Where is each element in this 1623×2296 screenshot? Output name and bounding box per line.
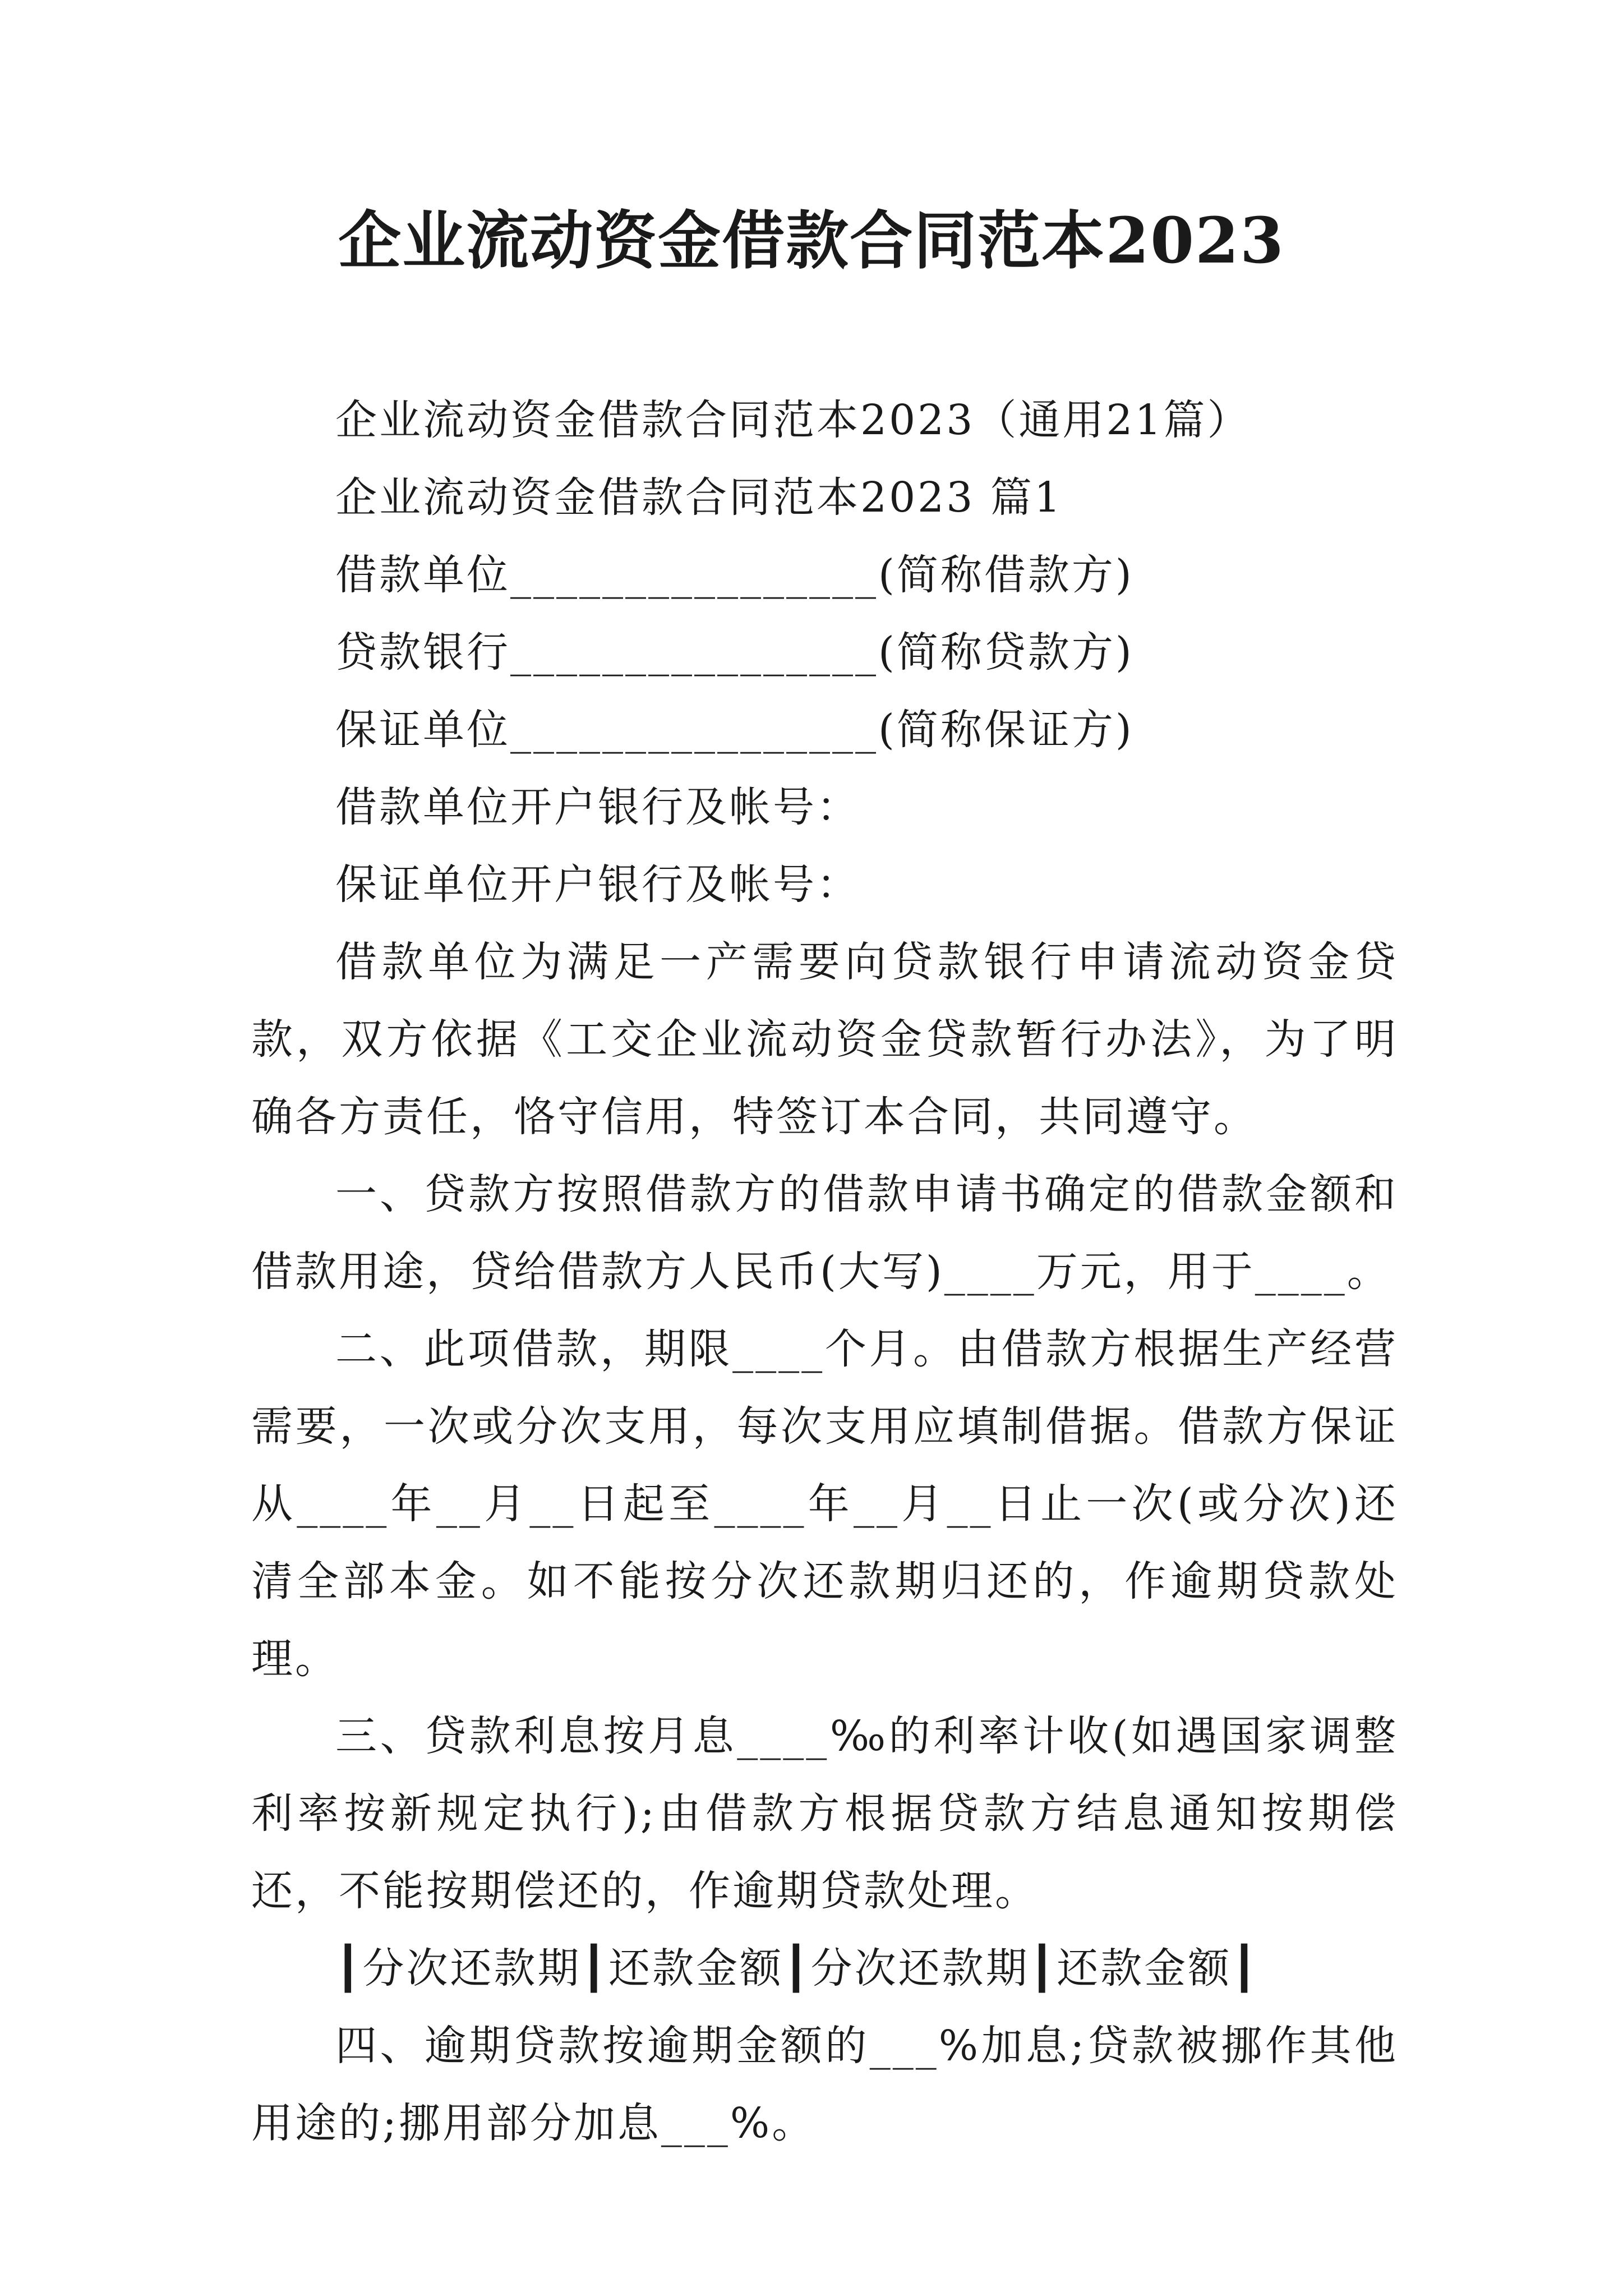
- paragraph-preamble: 借款单位为满足一产需要向贷款银行申请流动资金贷款，双方依据《工交企业流动资金贷款暂行办法》，为了明确各方责任，恪守信用，特签订本合同，共同遵守。: [251, 938, 1398, 1141]
- paragraph-lender: 贷款银行________________(简称贷款方): [335, 628, 1134, 677]
- paragraph-clause-2: 二、此项借款，期限____个月。由借款方根据生产经营需要，一次或分次支用，每次支用应填制借据。借款方保证从____年__月__日起至____年__月__日止一次(或分次)还清全部本金。如不能按分次还款期归还的，作逾期贷款处理。: [251, 1325, 1398, 1683]
- paragraph-clause-4: 四、逾期贷款按逾期金额的___%加息;贷款被挪作其他用途的;挪用部分加息___%。: [251, 2022, 1398, 2147]
- paragraph-guarantor: 保证单位________________(简称保证方): [335, 706, 1134, 754]
- document-body: [251, 381, 1398, 2162]
- paragraph-repayment-table-row: ┃分次还款期┃还款金额┃分次还款期┃还款金额┃: [335, 1944, 1259, 1993]
- document-title: 企业流动资金借款合同范本2023: [338, 204, 1285, 278]
- paragraph-clause-1: 一、贷款方按照借款方的借款申请书确定的借款金额和借款用途，贷给借款方人民币(大写)____万元，用于____。: [251, 1170, 1398, 1296]
- paragraph-borrower: 借款单位________________(简称借款方): [335, 551, 1134, 599]
- paragraph-borrower-account: 借款单位开户银行及帐号：: [335, 783, 860, 831]
- paragraph-guarantor-account: 保证单位开户银行及帐号：: [335, 861, 860, 909]
- paragraph-section-heading: 企业流动资金借款合同范本2023 篇1: [335, 473, 1063, 522]
- paragraph-clause-3: 三、贷款利息按月息____‰的利率计收(如遇国家调整利率按新规定执行);由借款方根据贷款方结息通知按期偿还，不能按期偿还的，作逾期贷款处理。: [251, 1712, 1398, 1915]
- paragraph-subtitle: 企业流动资金借款合同范本2023（通用21篇）: [335, 396, 1251, 444]
